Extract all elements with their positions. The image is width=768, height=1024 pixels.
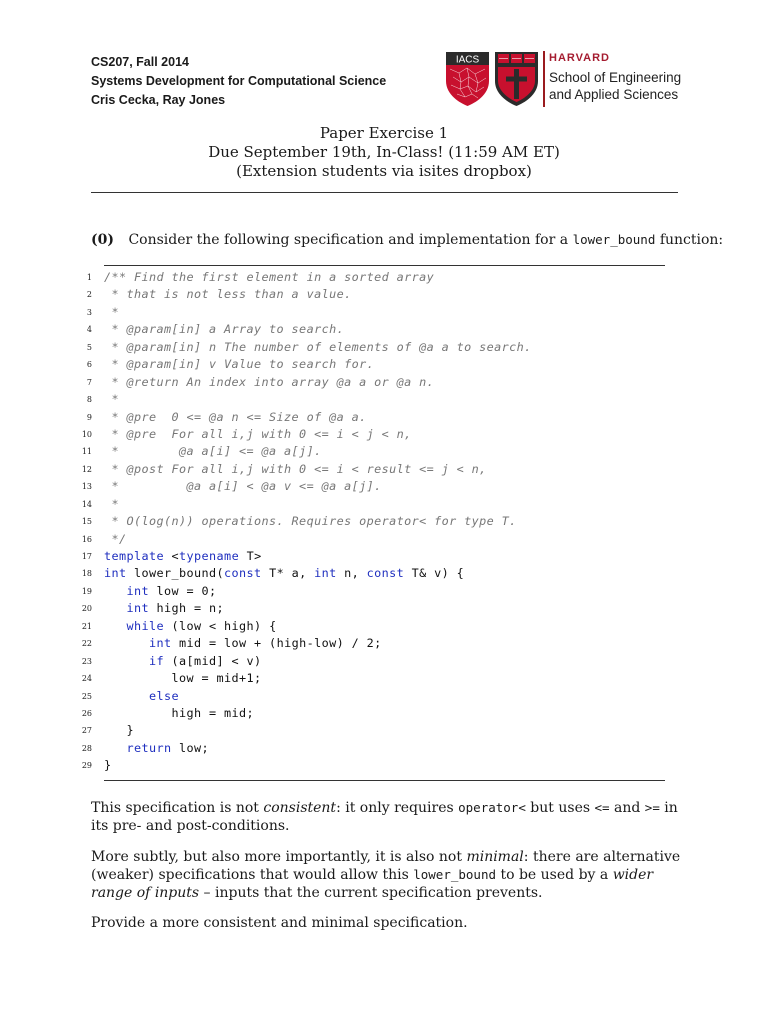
title-line-1: Paper Exercise 1 [319, 124, 449, 142]
line-number: 9 [86, 412, 92, 422]
code-text: if (a[mid] < v) [149, 653, 262, 668]
line-number: 8 [86, 395, 92, 405]
code-text: * that is not less than a value. [104, 287, 352, 302]
line-number: 25 [81, 691, 92, 701]
p1-text-5: in its pre- and post-conditions. [91, 800, 678, 834]
line-number: 23 [81, 656, 92, 666]
line-number: 1 [86, 273, 92, 282]
line-number: 16 [81, 534, 92, 544]
p1-emphasis-consistent: consistent [263, 800, 337, 816]
line-number: 20 [81, 604, 92, 614]
question-text-after: function: [659, 232, 724, 248]
line-number: 19 [81, 586, 92, 596]
line-number: 4 [86, 325, 92, 335]
function-name: lower_bound [572, 232, 656, 247]
line-number: 2 [86, 290, 92, 300]
line-number: 3 [86, 307, 92, 317]
p1-code-ge: >= [644, 800, 660, 815]
iacs-label: IACS [455, 54, 480, 66]
code-text: * @a a[i] < @a v <= @a a[j]. [104, 479, 382, 494]
code-text: * [104, 392, 120, 407]
code-text: * @param[in] n The number of elements of @a a to search. [104, 339, 532, 354]
line-number: 17 [81, 552, 92, 561]
p2-text-2: : there are alternative (weaker) specifications that would allow this [91, 849, 681, 883]
title-divider [91, 192, 678, 193]
code-text: * @param[in] v Value to search for. [104, 357, 375, 372]
p2-emphasis-minimal: minimal [466, 849, 524, 865]
code-text: * @param[in] a Array to search. [104, 322, 345, 337]
line-number: 24 [81, 674, 92, 684]
title-line-2: Due September 19th, In-Class! (11:59 AM ET) [208, 143, 560, 161]
code-text: while (low < high) { [126, 618, 277, 633]
p1-text-4: and [609, 800, 645, 816]
code-text: * [104, 304, 120, 319]
line-number: 26 [81, 708, 92, 718]
line-number: 11 [81, 447, 92, 457]
code-text: int mid = low + (high-low) / 2; [149, 636, 382, 651]
code-text: } [104, 723, 135, 738]
instructors: Cris Cecka, Ray Jones [91, 93, 226, 107]
harvard-shield-icon [494, 51, 539, 107]
code-text: } [104, 758, 112, 773]
line-number: 5 [86, 342, 92, 352]
code-text: * @return An index into array @a a or @a n. [104, 374, 435, 389]
p1-text-2: : it only requires [336, 800, 459, 816]
line-number: 15 [81, 517, 92, 527]
code-text: else [149, 688, 180, 703]
title-line-3: (Extension students via isites dropbox) [236, 162, 532, 180]
p1-text-1: This specification is not [91, 800, 264, 816]
paragraph-minimality [91, 848, 681, 902]
p2-text-3: to be used by a [496, 867, 613, 883]
p2-code-lower-bound: lower_bound [413, 867, 497, 882]
p2-text-4: – inputs that the current specification prevents. [199, 885, 543, 901]
p1-code-operator-less: operator< [458, 800, 526, 815]
code-text: int low = 0; [126, 583, 217, 598]
code-text: * @post For all i,j with 0 <= i < result <= j < n, [104, 461, 487, 476]
line-number: 21 [81, 621, 92, 631]
code-text: * [104, 496, 120, 511]
line-number: 18 [81, 569, 92, 579]
line-number: 28 [81, 743, 92, 753]
p2-emphasis-wider-range: wider range of inputs [91, 867, 654, 901]
question-number: (0) [91, 232, 114, 248]
harvard-wordmark: HARVARD [549, 52, 610, 64]
question-text-before: Consider the following specification and implementation for a [128, 232, 569, 248]
line-number: 14 [81, 499, 92, 509]
code-text: * @pre For all i,j with 0 <= i < j < n, [104, 426, 412, 441]
listing-bottom-rule [104, 780, 665, 781]
seas-logo [445, 51, 682, 107]
code-text: template <typename T> [104, 549, 262, 563]
code-text: * O(log(n)) operations. Requires operator< for type T. [104, 514, 517, 529]
exercise-title [0, 124, 768, 181]
line-number: 13 [81, 482, 92, 492]
code-text: * @pre 0 <= @a n <= Size of @a a. [104, 409, 367, 424]
course-title: Systems Development for Computational Science [91, 74, 387, 88]
listing-top-rule [104, 265, 665, 266]
question-prompt [91, 231, 723, 249]
code-text: high = mid; [104, 705, 255, 720]
line-number: 10 [81, 429, 92, 439]
code-text: int high = n; [126, 601, 225, 616]
code-text: * @a a[i] <= @a a[j]. [104, 444, 322, 459]
p1-text-3: but uses [525, 800, 595, 816]
line-number: 6 [86, 360, 92, 370]
seas-line-1: School of Engineering [549, 70, 682, 85]
line-number: 27 [81, 726, 92, 736]
code-text: /** Find the first element in a sorted array [104, 270, 435, 284]
code-text: low = mid+1; [104, 671, 262, 686]
code-text: return low; [126, 740, 210, 755]
line-number: 7 [86, 377, 92, 387]
line-number: 22 [81, 639, 92, 649]
paragraph-consistency [91, 799, 681, 835]
course-header [91, 53, 386, 110]
seas-wordmark [549, 69, 681, 103]
course-code: CS207, Fall 2014 [91, 55, 189, 69]
code-text: */ [104, 531, 127, 546]
seas-line-2: and Applied Sciences [549, 87, 679, 102]
iacs-shield-icon [445, 51, 490, 107]
code-text: int lower_bound(const T* a, int n, const T& v) { [104, 566, 465, 581]
logo-divider [543, 51, 545, 107]
line-number: 12 [81, 464, 92, 474]
p1-code-le: <= [594, 800, 610, 815]
paragraph-task: Provide a more consistent and minimal specification. [91, 915, 468, 931]
p2-text-1: More subtly, but also more importantly, it is also not [91, 849, 467, 865]
line-number: 29 [81, 761, 92, 771]
